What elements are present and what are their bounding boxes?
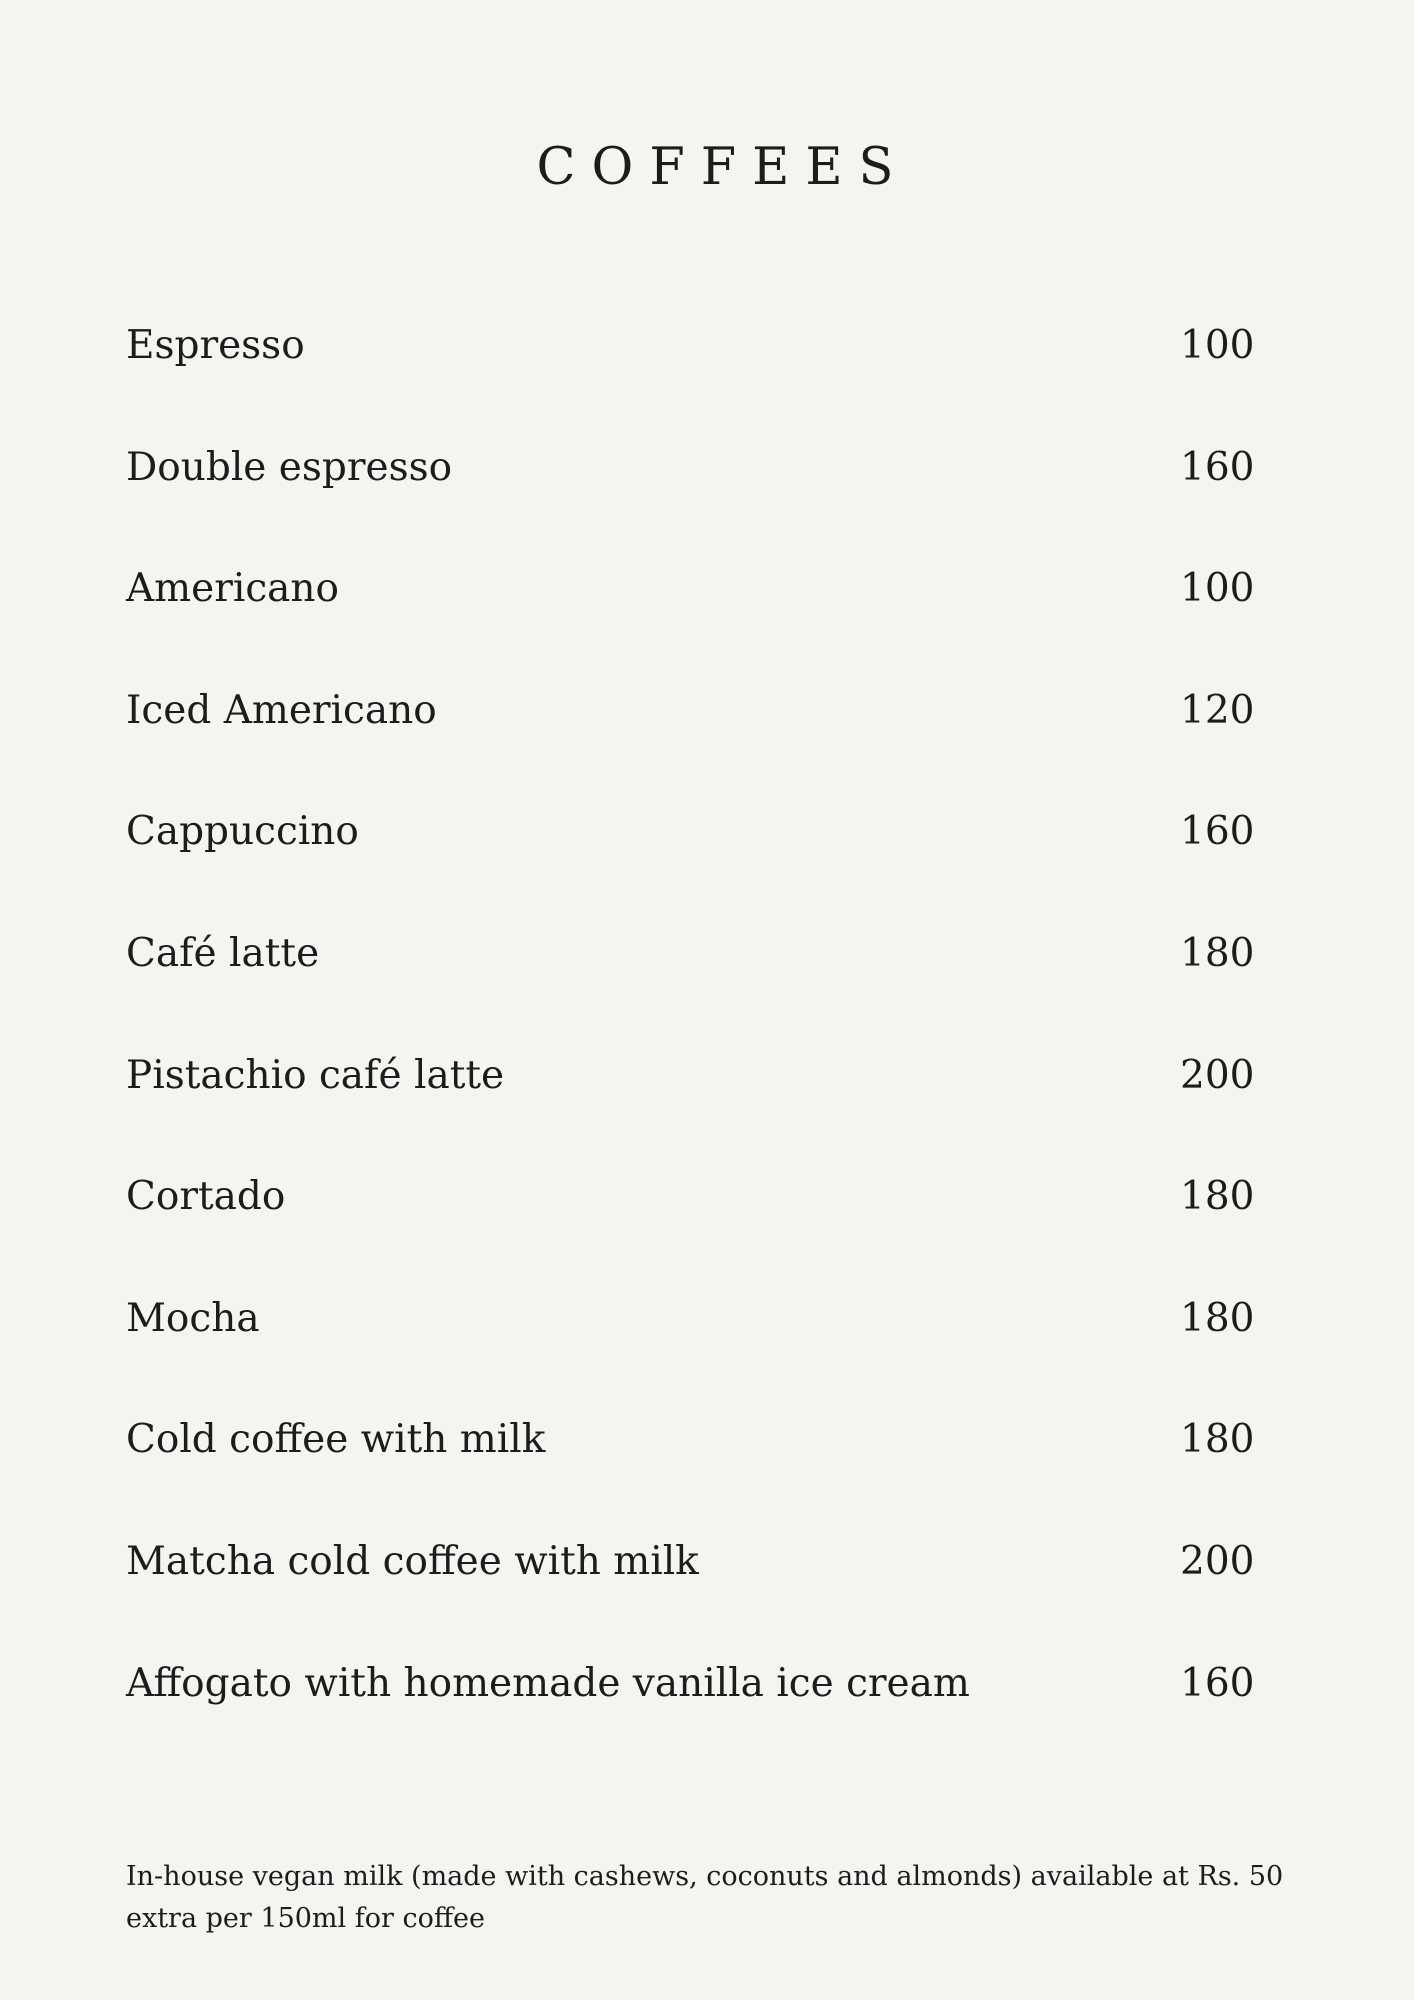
menu-item-name: Cappuccino — [126, 809, 359, 855]
menu-item-price: 200 — [1180, 1052, 1255, 1098]
menu-item — [126, 440, 1266, 562]
menu-item-name: Double espresso — [126, 444, 453, 490]
menu-item-name: Matcha cold coffee with milk — [126, 1538, 699, 1584]
menu-item — [126, 1534, 1266, 1656]
menu-item — [126, 683, 1266, 805]
menu-item — [126, 926, 1266, 1048]
menu-item-name: Affogato with homemade vanilla ice cream — [126, 1660, 970, 1706]
menu-item-price: 160 — [1180, 1660, 1255, 1706]
menu-item — [126, 804, 1266, 926]
menu-item-price: 180 — [1180, 1417, 1255, 1463]
menu-list — [126, 318, 1266, 1777]
menu-item-name: Pistachio café latte — [126, 1052, 505, 1098]
vegan-milk-note: In-house vegan milk (made with cashews, coconuts and almonds) available at Rs. 50 extra per 150ml for coffee — [126, 1861, 1284, 1934]
menu-item-name: Café latte — [126, 930, 320, 976]
menu-item — [126, 1656, 1266, 1778]
menu-item-price: 180 — [1180, 1174, 1255, 1220]
menu-item-name: Cold coffee with milk — [126, 1417, 546, 1463]
menu-item-price: 120 — [1180, 687, 1255, 733]
menu-item — [126, 561, 1266, 683]
menu-item-name: Espresso — [126, 323, 305, 368]
menu-item-name: Americano — [126, 566, 340, 612]
menu-title: COFFEES — [536, 138, 910, 197]
menu-item-price: 100 — [1180, 566, 1255, 612]
menu-item — [126, 1291, 1266, 1413]
menu-item-name: Mocha — [126, 1295, 260, 1341]
menu-item-price: 180 — [1180, 1295, 1255, 1341]
menu-item — [126, 318, 1266, 440]
menu-item — [126, 1048, 1266, 1170]
menu-item — [126, 1412, 1266, 1534]
menu-item-price: 180 — [1180, 930, 1255, 976]
menu-item-name: Cortado — [126, 1174, 286, 1220]
menu-item-name: Iced Americano — [126, 687, 437, 733]
menu-item-price: 200 — [1180, 1538, 1255, 1584]
menu-item-price: 100 — [1180, 323, 1255, 368]
menu-item — [126, 1169, 1266, 1291]
menu-item-price: 160 — [1180, 809, 1255, 855]
menu-item-price: 160 — [1180, 444, 1255, 490]
